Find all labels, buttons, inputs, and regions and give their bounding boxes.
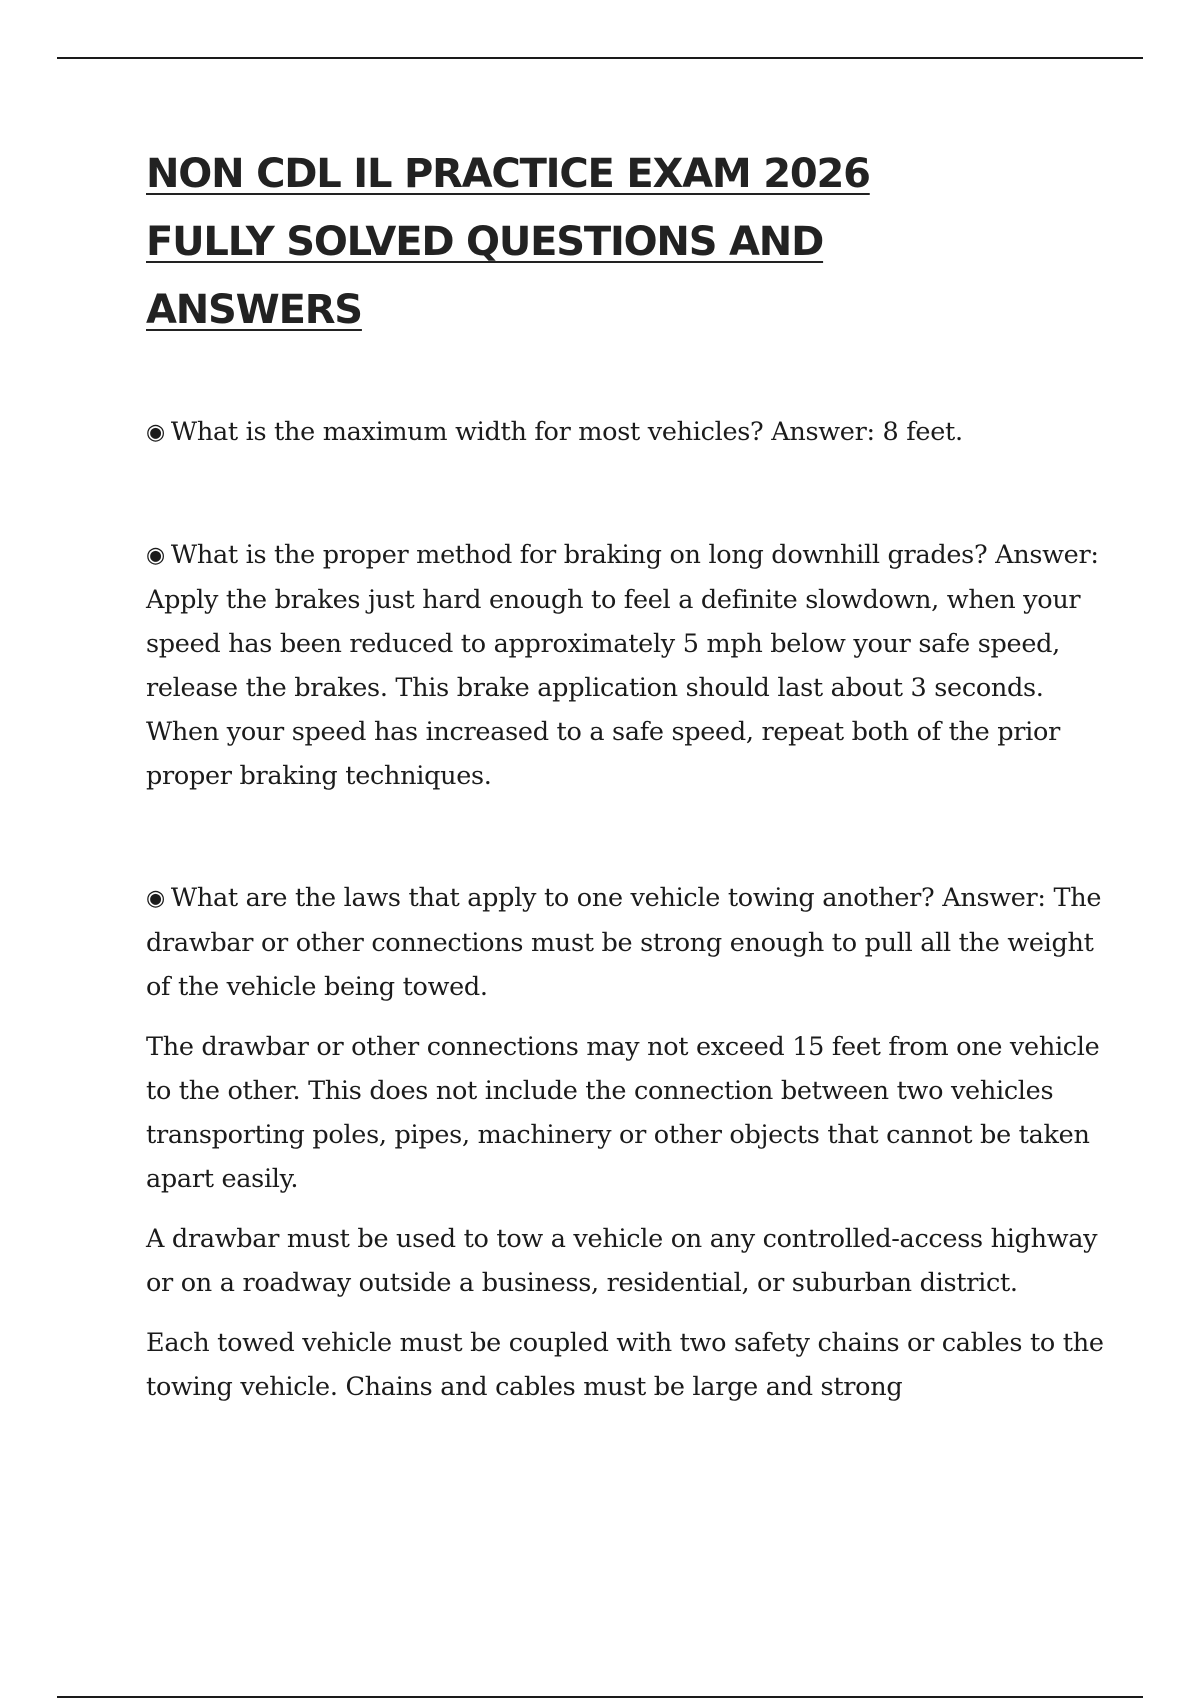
question-paragraph bbox=[146, 876, 1106, 1009]
question-block bbox=[146, 876, 1106, 1409]
bullet-icon: ◉ bbox=[146, 543, 165, 568]
question-text: What is the maximum width for most vehicles? Answer: 8 feet. bbox=[170, 417, 963, 447]
question-paragraph bbox=[146, 410, 1106, 455]
question-text: What is the proper method for braking on long downhill grades? Answer: Apply the brakes just hard enough to feel a definite slowdown, when your speed has been reduced to approximately 5 mph below your safe speed, release the brakes. This brake application should last about 3 seconds. When your speed has increased to a safe speed, repeat both of the prior proper braking techniques. bbox=[146, 540, 1099, 791]
question-paragraph bbox=[146, 533, 1106, 798]
answer-paragraph: Each towed vehicle must be coupled with two safety chains or cables to the towing vehicle. Chains and cables must be large and strong bbox=[146, 1328, 1104, 1402]
document-title: NON CDL IL PRACTICE EXAM 2026 FULLY SOLVED QUESTIONS AND ANSWERS bbox=[146, 151, 870, 333]
question-text: What are the laws that apply to one vehicle towing another? Answer: The drawbar or other connections must be strong enough to pull all the weight of the vehicle being towed. bbox=[146, 883, 1102, 1002]
document-body bbox=[146, 140, 1106, 1409]
top-rule bbox=[57, 57, 1143, 59]
bullet-icon: ◉ bbox=[146, 886, 165, 911]
answer-paragraph: A drawbar must be used to tow a vehicle on any controlled-access highway or on a roadway outside a business, residential, or suburban district. bbox=[146, 1224, 1098, 1298]
question-block bbox=[146, 410, 1106, 455]
bullet-icon: ◉ bbox=[146, 420, 165, 445]
question-block bbox=[146, 533, 1106, 798]
bottom-rule bbox=[57, 1696, 1143, 1698]
answer-paragraph: The drawbar or other connections may not exceed 15 feet from one vehicle to the other. This does not include the connection between two vehicles transporting poles, pipes, machinery or other objects that cannot be taken apart easily. bbox=[146, 1032, 1100, 1194]
